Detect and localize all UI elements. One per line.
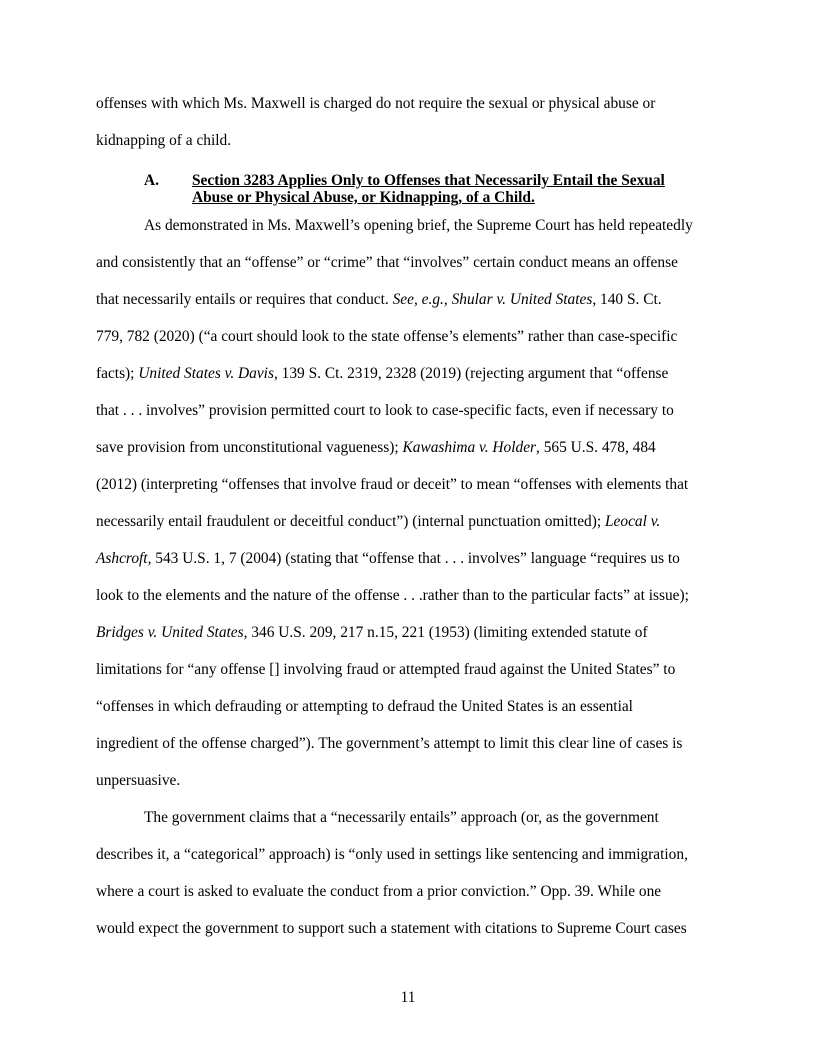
text-span: , 565 U.S. 478, 484 [536, 439, 656, 456]
text-line [96, 546, 720, 583]
text-line: 779, 782 (2020) (“a court should look to the state offense’s elements” rather than case-specific [96, 328, 678, 345]
text-line: where a court is asked to evaluate the conduct from a prior conviction.” Opp. 39. While one [96, 883, 662, 900]
text-span: , 139 S. Ct. 2319, 2328 (2019) (rejecting argument that “offense [273, 365, 669, 382]
text-line: and consistently that an “offense” or “crime” that “involves” certain conduct means an offense [96, 254, 678, 271]
page-number: 11 [400, 989, 416, 1006]
case-citation: United States v. Davis [138, 365, 274, 382]
section-title [192, 172, 665, 206]
text-span: , 140 S. Ct. [592, 291, 662, 308]
text-line: ingredient of the offense charged”). The government’s attempt to limit this clear line of cases is [96, 735, 683, 752]
text-span: that necessarily entails or requires that conduct. [96, 291, 393, 308]
section-title-line-2: Abuse or Physical Abuse, or Kidnapping, of a Child. [192, 189, 535, 206]
text-span: , 346 U.S. 209, 217 n.15, 221 (1953) (limiting extended statute of [243, 624, 648, 641]
text-line: offenses with which Ms. Maxwell is charged do not require the sexual or physical abuse or [96, 95, 656, 112]
text-line: (2012) (interpreting “offenses that involve fraud or deceit” to mean “offenses with elements that [96, 476, 689, 493]
case-citation: Leocal v. [604, 513, 661, 530]
section-letter: A. [144, 172, 159, 189]
case-citation: Kawashima v. Holder [402, 439, 537, 456]
case-citation: Ashcroft, [96, 550, 152, 567]
text-line [96, 435, 720, 472]
document-page [96, 91, 720, 953]
case-citation: Bridges v. United States [96, 624, 244, 641]
text-span: necessarily entail fraudulent or deceitful conduct”) (internal punctuation omitted); [96, 513, 605, 530]
section-heading [96, 165, 720, 205]
text-line: that . . . involves” provision permitted court to look to case-specific facts, even if necessary to [96, 402, 674, 419]
text-span: facts); [96, 365, 139, 382]
text-line: unpersuasive. [96, 772, 181, 789]
text-line [96, 287, 720, 324]
text-span: save provision from unconstitutional vagueness); [96, 439, 403, 456]
text-line: As demonstrated in Ms. Maxwell’s opening brief, the Supreme Court has held repeatedly [144, 217, 693, 234]
paragraph-2 [96, 805, 720, 953]
text-line: The government claims that a “necessarily entails” approach (or, as the government [144, 809, 659, 826]
paragraph-1 [96, 213, 720, 805]
text-line: limitations for “any offense [] involving fraud or attempted fraud against the United States” to [96, 661, 676, 678]
text-line [96, 509, 720, 546]
text-line [96, 620, 720, 657]
text-line: “offenses in which defrauding or attempting to defraud the United States is an essential [96, 698, 633, 715]
text-span: 543 U.S. 1, 7 (2004) (stating that “offense that . . . involves” language “requires us to [151, 550, 680, 567]
text-line: would expect the government to support such a statement with citations to Supreme Court cases [96, 920, 687, 937]
text-line: look to the elements and the nature of the offense . . .rather than to the particular facts” at issue); [96, 587, 689, 604]
text-line [96, 361, 720, 398]
text-line: kidnapping of a child. [96, 132, 232, 149]
case-citation: See, e.g., Shular v. United States [392, 291, 593, 308]
text-line: describes it, a “categorical” approach) is “only used in settings like sentencing and immigration, [96, 846, 688, 863]
section-title-line-1: Section 3283 Applies Only to Offenses that Necessarily Entail the Sexual [192, 172, 665, 189]
